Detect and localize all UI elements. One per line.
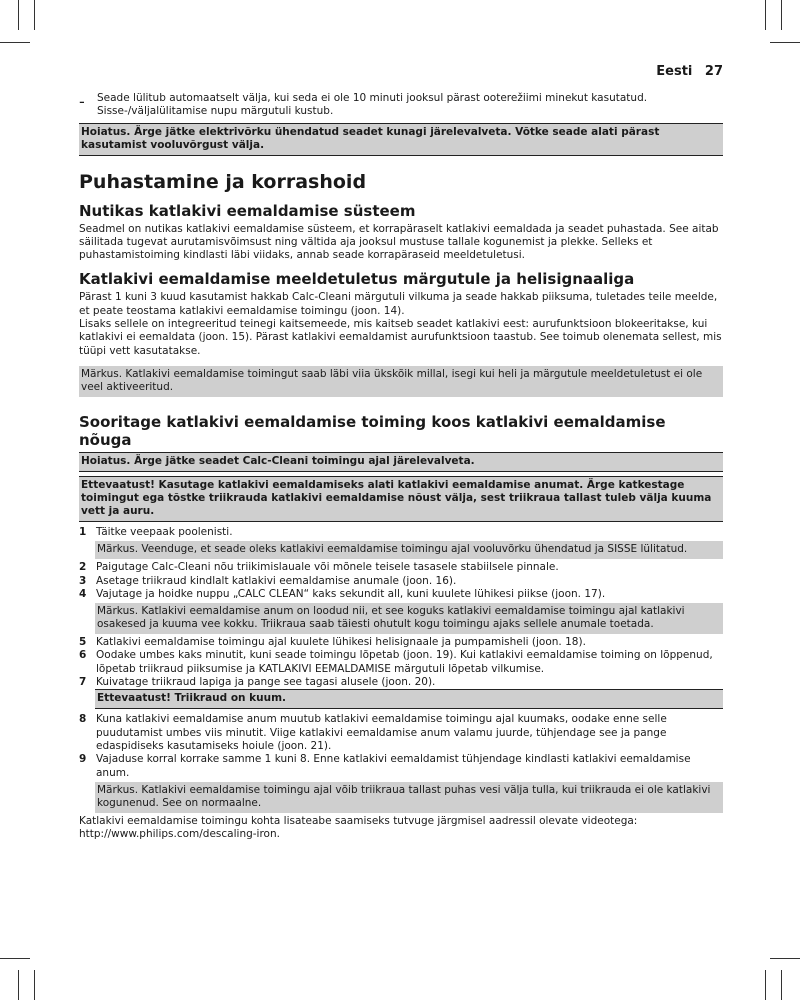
caution-box: Ettevaatust! Triikraud on kuum. — [95, 689, 723, 709]
step-number: 1 — [79, 525, 87, 538]
crop-mark — [0, 958, 30, 959]
step-text: Vajaduse korral korrake samme 1 kuni 8. Enne katlakivi eemaldamist tühjendage kindlasti katlakivi eemaldamise anum. — [96, 753, 691, 779]
step-number: 2 — [79, 561, 87, 574]
section-heading: Katlakivi eemaldamise meeldetuletus märgutule ja helisignaaliga — [79, 270, 635, 289]
step-number: 6 — [79, 649, 87, 662]
crop-mark — [781, 970, 782, 1000]
section-heading: Nutikas katlakivi eemaldamise süsteem — [79, 201, 416, 220]
note-box: Märkus. Katlakivi eemaldamise toimingut saab läbi viia ükskõik millal, isegi kui heli ja märgutule meeldetuletust ei ole veel aktiveeritud. — [79, 366, 723, 397]
crop-mark — [765, 970, 766, 1000]
crop-mark — [770, 958, 800, 959]
paragraph: Pärast 1 kuni 3 kuud kasutamist hakkab Calc-Cleani märgutuli vilkuma ja seade hakkab piiksuma, tuletades teile meelde, et peate teostama katlakivi eemaldamise toimingu (joon. 14). — [79, 291, 718, 317]
step-text: Oodake umbes kaks minutit, kuni seade toimingu lõpetab (joon. 19). Kui katlakivi eemaldamise toiming on lõppenud, lõpetab triikraud piiksumise ja KATLAKIVI EEMALDAMISE märgutuli lõpetab vilkumise. — [96, 649, 713, 675]
step-number: 9 — [79, 753, 87, 766]
step-text: Vajutage ja hoidke nuppu „CALC CLEAN“ kaks sekundit all, kuni kuulete lühikesi piikse (joon. 17). — [96, 587, 606, 600]
step-text: Kuna katlakivi eemaldamise anum muutub katlakivi eemaldamise toimingu ajal kuumaks, oodake enne selle puudutamist umbes viis minutit. Viige katlakivi eemaldamise anum valamu juurde, tühjendage see ja pange edaspidiseks kasutamiseks hoiule (joon. 21). — [96, 713, 667, 752]
url-text: http://www.philips.com/descaling-iron. — [79, 828, 280, 841]
step — [79, 676, 723, 689]
step — [79, 588, 723, 601]
step — [79, 561, 723, 574]
crop-mark — [18, 970, 19, 1000]
crop-mark — [34, 0, 35, 30]
note-box: Märkus. Veenduge, et seade oleks katlakivi eemaldamise toimingu ajal vooluvõrku ühendatud ja SISSE lülitatud. — [95, 541, 723, 559]
page-header — [656, 64, 723, 79]
page-number: 27 — [704, 64, 723, 79]
content — [79, 92, 723, 841]
step — [79, 526, 723, 539]
crop-mark — [781, 0, 782, 30]
note-box: Märkus. Katlakivi eemaldamise anum on loodud nii, et see koguks katlakivi eemaldamise toimingu ajal katlakivi osakesed ja kuuma vee kokku. Triikraua saab täiesti ohutult kogu toimingu ajaks sellele anumale toetada. — [95, 603, 723, 634]
step-text: Paigutage Calc-Cleani nõu triikimislauale või mõnele teisele tasasele stabiilsele pinnale. — [96, 561, 559, 574]
page-title: Puhastamine ja korrashoid — [79, 170, 367, 193]
warning-box: Hoiatus. Ärge jätke elektrivõrku ühendatud seadet kunagi järelevalveta. Võtke seade alati pärast kasutamist vooluvõrgust välja. — [79, 123, 723, 156]
bullet-dash: - — [79, 92, 85, 111]
caution-box: Ettevaatust! Kasutage katlakivi eemaldamiseks alati katlakivi eemaldamise anumat. Ärge katkestage toimingut ega tõstke triikrauda katlakivi eemaldamise nõust välja, sest triikraua tallast tuleb välja kuuma vett ja auru. — [79, 476, 723, 522]
step-text: Asetage triikraud kindlalt katlakivi eemaldamise anumale (joon. 16). — [96, 574, 457, 587]
step — [79, 649, 723, 676]
intro-bullet-text: Seade lülitub automaatselt välja, kui seda ei ole 10 minuti jooksul pärast ooterežiimi minekut kasutatud. Sisse-/väljalülitamise nupu märgutuli kustub. — [97, 92, 648, 118]
note-box: Märkus. Katlakivi eemaldamise toimingu ajal võib triikraua tallast puhas vesi välja tulla, kui triikrauda ei ole katlakivi kogunenud. See on normaalne. — [95, 782, 723, 813]
step — [79, 753, 723, 780]
step-text: Kuivatage triikraud lapiga ja pange see tagasi alusele (joon. 20). — [96, 676, 436, 689]
warning-box: Hoiatus. Ärge jätke seadet Calc-Cleani toimingu ajal järelevalveta. — [79, 452, 723, 472]
step-text: Katlakivi eemaldamise toimingu ajal kuulete lühikesi helisignaale ja pumpamisheli (joon. 18). — [96, 636, 586, 649]
step — [79, 575, 723, 588]
step — [79, 636, 723, 649]
paragraph: Katlakivi eemaldamise toimingu kohta lisateabe saamiseks tutvuge järgmisel aadressil olevate videotega: — [79, 814, 638, 827]
step-number: 8 — [79, 713, 87, 726]
step-number: 5 — [79, 636, 87, 649]
crop-mark — [34, 970, 35, 1000]
paragraph: Lisaks sellele on integreeritud teinegi kaitsemeede, mis kaitseb seadet katlakivi eest: aurufunktsioon blokeeritakse, kui katlakivi ei eemaldata (joon. 15). Pärast katlakivi eemaldamist aurufunktsioon taastub. See toimub olenemata sellest, mis tüüpi vett kasutatakse. — [79, 318, 722, 357]
step — [79, 713, 723, 753]
paragraph: Seadmel on nutikas katlakivi eemaldamise süsteem, et korrapäraselt katlakivi eemaldada ja seadet puhastada. See aitab säilitada tugevat aurutamisvõimsust ning vältida aja jooksul mustuse tallale kogunemist ja plekke. Selleks et puhastamistoiming kindlasti läbi viidaks, annab seade korrapäraseid meeldetuletusi. — [79, 222, 719, 262]
section-heading: Sooritage katlakivi eemaldamise toiming koos katlakivi eemaldamise nõuga — [79, 412, 666, 449]
crop-mark — [765, 0, 766, 30]
intro-bullet — [79, 92, 723, 119]
crop-mark — [770, 42, 800, 43]
step-number: 7 — [79, 676, 87, 689]
crop-mark — [0, 42, 30, 43]
step-text: Täitke veepaak poolenisti. — [96, 525, 233, 538]
section-language: Eesti — [656, 64, 693, 79]
crop-mark — [18, 0, 19, 30]
step-number: 4 — [79, 587, 87, 600]
step-number: 3 — [79, 574, 87, 587]
